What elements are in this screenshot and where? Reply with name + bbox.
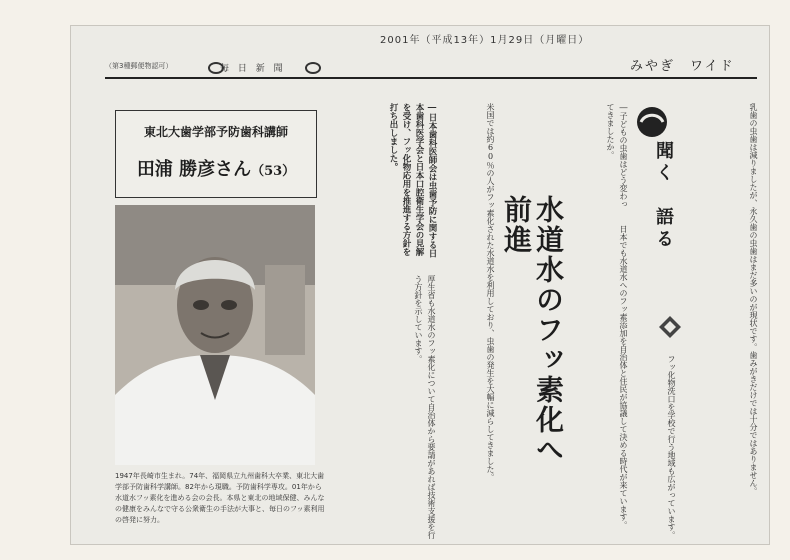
- portrait-illustration: [115, 205, 315, 465]
- headline-line-1: 水道水のフッ素化へ: [532, 195, 565, 465]
- newspaper-page: [70, 25, 770, 545]
- paper-name: 毎 日 新 聞: [220, 64, 286, 74]
- body-column: 厚生省も水道水のフッ素化について自治体から要請があれば技術支援を行う方針を示しています。: [414, 275, 436, 539]
- column-title: 聞く 語る: [653, 141, 674, 251]
- body-column: 日本でも水道水へのフッ素添加を自治体と住民が協議して決める時代が来ています。: [619, 225, 628, 529]
- dateline: 2001年（平成13年）1月29日（月曜日）: [380, 35, 590, 46]
- profile-box: [115, 110, 317, 198]
- portrait-photo: [115, 205, 315, 465]
- lede-column: ―日本歯科医師会は虫歯予防に関する日本歯科医学会と日本口腔衛生学会の見解を受け、フッ化物応用を推進する方針を打ち出しました。: [388, 103, 437, 258]
- body-column: 乳歯の虫歯は減りましたが、永久歯の虫歯はまだ多いのが現状です。歯みがきだけでは十分ではありません。: [749, 103, 758, 495]
- person-age: （53）: [251, 164, 296, 179]
- header-rule: [105, 77, 757, 79]
- body-column: フッ化物洗口を学校で行う地域も広がっています。: [667, 355, 676, 539]
- person-name: [124, 155, 308, 181]
- body-column: ―子どもの虫歯はどう変わってきましたか。: [606, 103, 628, 208]
- person-name-text: 田浦 勝彦さん: [136, 159, 252, 180]
- diamond-ornament-icon: [658, 315, 682, 339]
- postal-code-note: （第3種郵便物認可）: [105, 62, 173, 70]
- affiliation: 東北大歯学部予防歯科講師: [143, 125, 288, 139]
- section-title: みやぎ ワイド: [630, 59, 735, 74]
- profile-caption: 1947年長崎市生まれ。74年、福岡県立九州歯科大卒業、東北大歯学部予防歯科学講師。82年から現職。予防歯科学専攻。01年から水道水フッ素化を進める会の会長。本県と東北の地域保健、みんなの健康をみんなで守る公衆衛生の手法が大事と、毎日のフッ素利用の啓発に努力。: [115, 472, 325, 524]
- headline-line-2: 前進: [500, 195, 533, 255]
- masthead-mark-icon: [305, 62, 321, 74]
- column-emblem-icon: [635, 105, 669, 139]
- body-column: 米国では約60％の人がフッ素化された水道水を利用しており、虫歯の発生を大幅に減らしてきました。: [486, 103, 495, 481]
